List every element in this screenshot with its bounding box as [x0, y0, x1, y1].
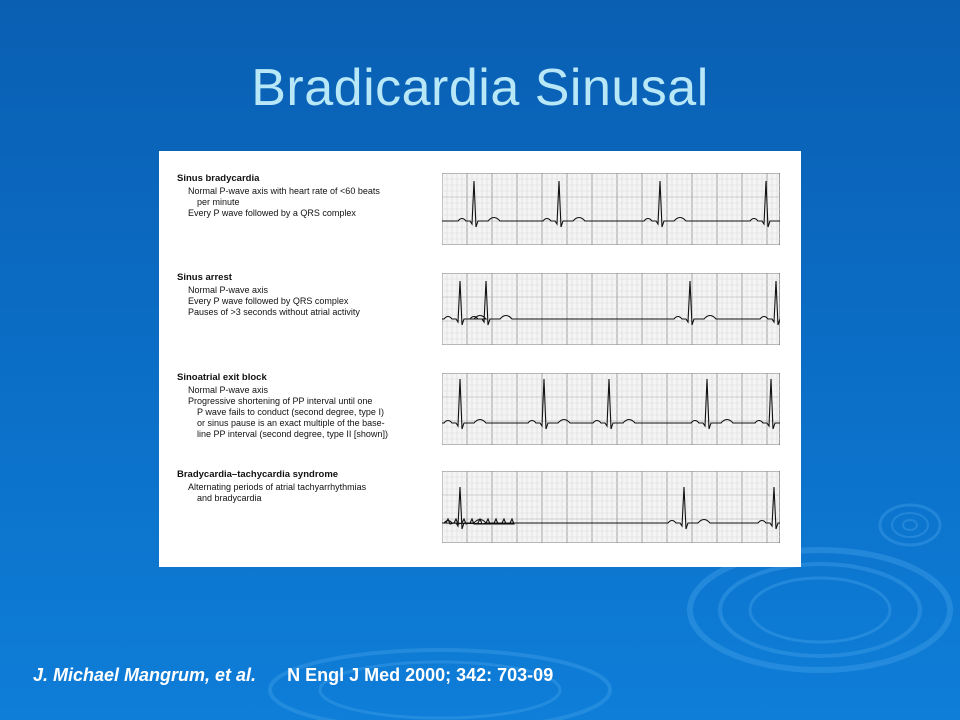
slide-title: Bradicardia Sinusal — [251, 59, 709, 117]
panel-line: Every P wave followed by QRS complex — [188, 296, 349, 306]
ecg-strip-icon — [442, 373, 780, 445]
panel-line: and bradycardia — [197, 493, 262, 503]
panel-line: line PP interval (second degree, type II [shown]) — [197, 429, 388, 439]
panel-line: Normal P-wave axis with heart rate of <60 beats — [188, 186, 380, 196]
panel-line: Normal P-wave axis — [188, 285, 269, 295]
panel-line: Normal P-wave axis — [188, 385, 269, 395]
panel-line: per minute — [197, 197, 240, 207]
panel-text — [177, 469, 437, 504]
panel-line: Pauses of >3 seconds without atrial activity — [188, 307, 360, 317]
panel-line: P wave fails to conduct (second degree, type I) — [197, 407, 384, 417]
panel-line: or sinus pause is an exact multiple of the base- — [197, 418, 385, 428]
ecg-strip-icon — [442, 273, 780, 345]
citation-author: J. Michael Mangrum, et al. — [33, 665, 257, 685]
citation-journal: N Engl J Med 2000; 342: 703-09 — [287, 665, 554, 685]
panel-text — [177, 272, 437, 318]
ecg-strip-icon — [442, 471, 780, 543]
ecg-figure — [159, 151, 801, 567]
panel-line: Alternating periods of atrial tachyarrhythmias — [188, 482, 367, 492]
panel-line: Progressive shortening of PP interval until one — [188, 396, 373, 406]
panel-line: Every P wave followed by a QRS complex — [188, 208, 356, 218]
panel-title: Sinus bradycardia — [177, 173, 260, 184]
panel-title: Sinoatrial exit block — [177, 372, 267, 383]
ecg-strip-icon — [442, 173, 780, 245]
panel-text — [177, 173, 437, 219]
citation — [33, 665, 553, 686]
panel-text — [177, 372, 437, 440]
panel-title: Sinus arrest — [177, 272, 232, 283]
panel-title: Bradycardia–tachycardia syndrome — [177, 469, 339, 480]
